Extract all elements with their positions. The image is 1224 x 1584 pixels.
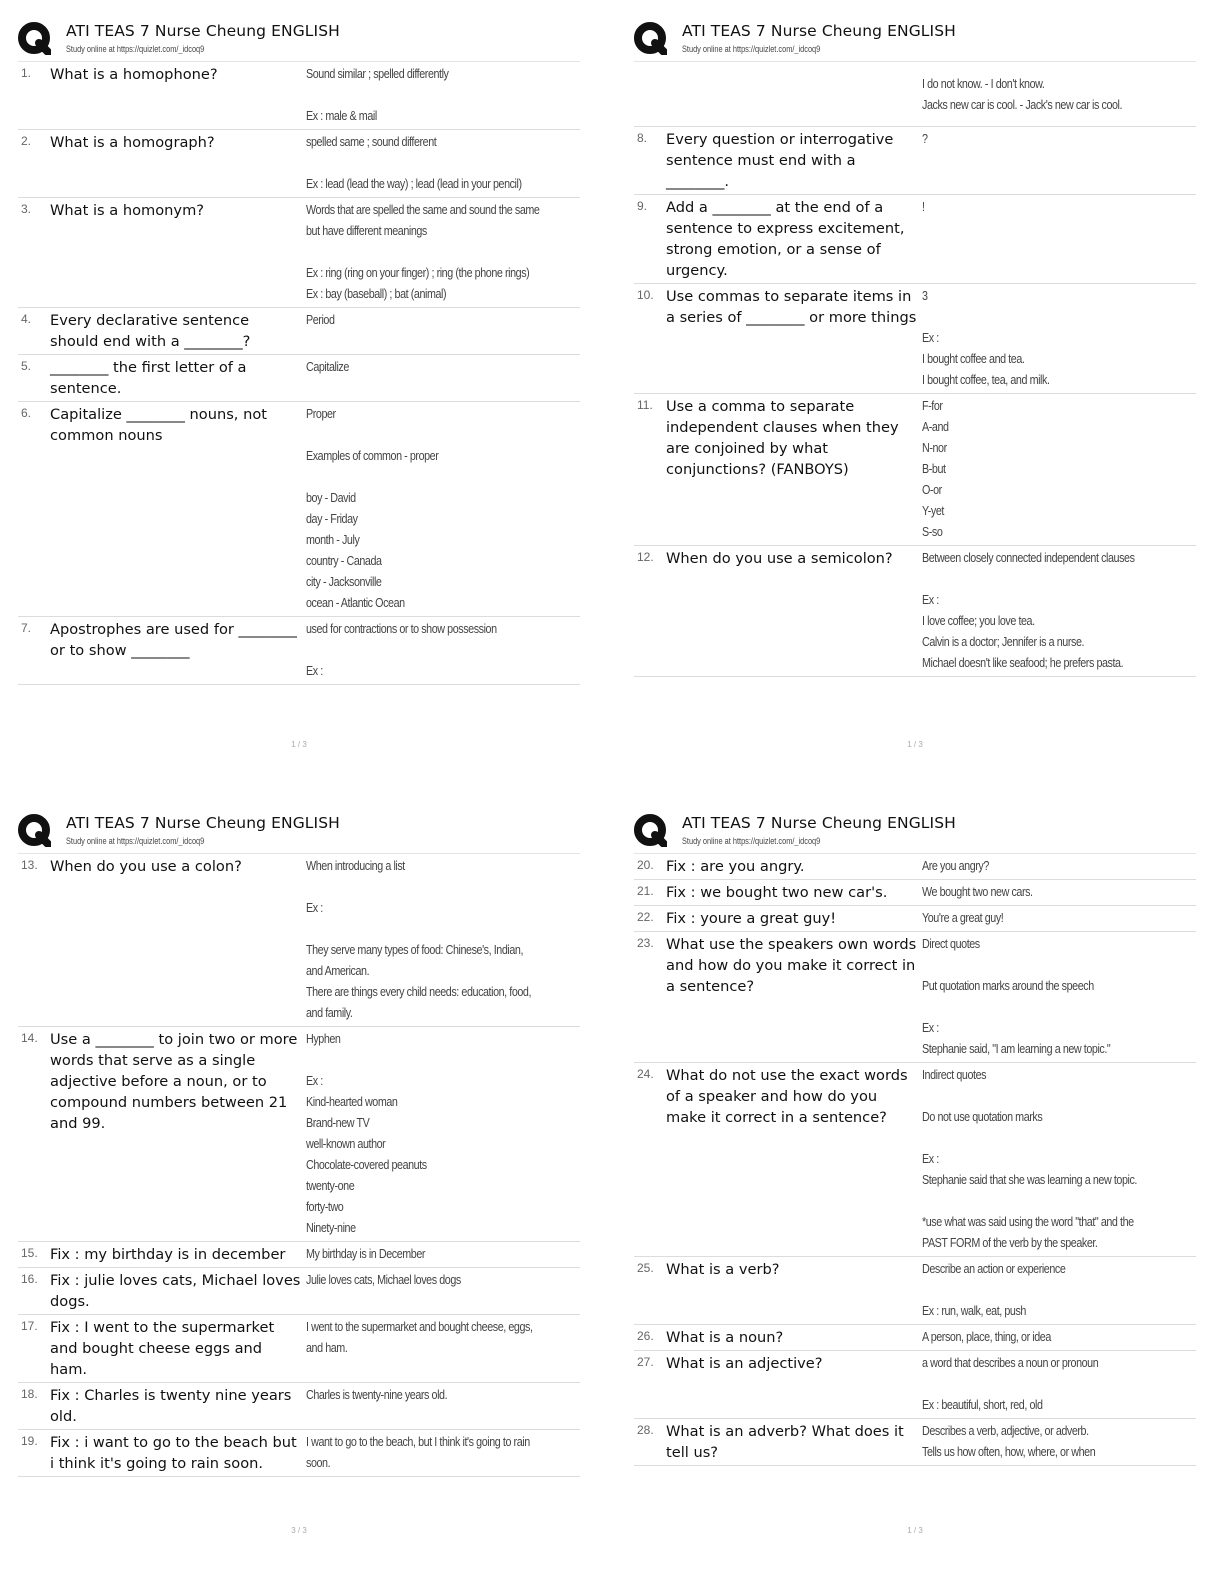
card-definition: used for contractions or to show possession Ex : [306,622,497,678]
page-number: 1 / 3 [907,1526,923,1535]
page-number: 1 / 3 [907,740,923,749]
card-definition: Between closely connected independent clauses Ex : I love coffee; you love tea. Calvin is a doctor; Jennifer is a nurse. Michael doesn't like seafood; he prefers pasta. [922,551,1135,670]
card-definition: ? [922,132,928,146]
card-number: 17. [21,1319,38,1333]
card-number: 15. [21,1246,38,1260]
card-term: Capitalize ________ nouns, not common nouns [50,406,267,444]
card-number: 28. [637,1423,654,1437]
card-definition: A person, place, thing, or idea [922,1330,1051,1344]
header-divider [634,853,1196,854]
card-definition: I want to go to the beach, but I think it's going to rain soon. [306,1435,530,1470]
card-number: 1. [21,66,32,80]
flashcard-row [634,906,1196,932]
card-term: Fix : I went to the supermarket and bought cheese eggs and ham. [50,1319,275,1378]
card-term: What use the speakers own words and how do you make it correct in a sentence? [666,936,917,995]
card-definition: When introducing a list Ex : They serve many types of food: Chinese's, Indian, and American. There are things every child needs: education, food, and family. [306,859,532,1020]
card-term: Fix : julie loves cats, Michael loves dogs. [50,1272,301,1310]
card-definition: I went to the supermarket and bought cheese, eggs, and ham. [306,1320,533,1355]
card-term: Fix : my birthday is in december [50,1246,286,1263]
card-definition: Are you angry? [922,859,989,873]
card-definition: spelled same ; sound different Ex : lead (lead the way) ; lead (lead in your pencil) [306,135,522,191]
card-number: 2. [21,134,32,148]
card-definition: F-for A-and N-nor B-but O-or Y-yet S-so [922,399,949,539]
card-number: 13. [21,858,38,872]
card-term: Every declarative sentence should end with a ________? [50,312,251,350]
card-term: Use a comma to separate independent clauses when they are conjoined by what conjunctions? (FANBOYS) [666,398,899,478]
card-term: Fix : are you angry. [666,858,805,875]
quizlet-logo-icon [634,814,667,847]
card-definition: My birthday is in December [306,1247,426,1261]
flashcard-row [634,546,1196,677]
card-number: 18. [21,1387,38,1401]
page-header [634,810,1196,854]
card-term: Fix : youre a great guy! [666,910,837,927]
card-term: What is a noun? [666,1329,784,1346]
study-link[interactable]: Study online at https://quizlet.com/_idcoq9 [682,836,821,846]
card-number: 25. [637,1261,654,1275]
card-term: What is a homograph? [50,134,215,151]
page-1 [18,18,580,749]
flashcard-row [634,1325,1196,1351]
card-number: 5. [21,359,32,373]
card-definition: Julie loves cats, Michael loves dogs [306,1273,461,1287]
study-link[interactable]: Study online at https://quizlet.com/_idcoq9 [682,44,821,54]
flashcard-row [18,1242,580,1268]
card-definition: Capitalize [306,360,349,374]
card-definition: Sound similar ; spelled differently Ex : male & mail [306,67,449,123]
card-term: Add a ________ at the end of a sentence to express excitement, strong emotion, or a sense of urgency. [666,199,905,279]
card-term: What is an adverb? What does it tell us? [666,1423,904,1461]
flashcard-row [18,1268,580,1315]
flashcard-row [634,284,1196,394]
flashcard-row [634,195,1196,284]
card-term: When do you use a colon? [50,858,242,875]
card-number: 20. [637,858,654,872]
quizlet-logo-icon [18,814,51,847]
card-definition: We bought two new cars. [922,885,1033,899]
quizlet-logo-icon [634,22,667,55]
card-term: What is a verb? [666,1261,780,1278]
page-2 [634,18,1196,749]
flashcard-row [634,127,1196,195]
header-divider [18,853,580,854]
card-number: 3. [21,202,32,216]
page-number: 1 / 3 [291,740,307,749]
card-term: Fix : Charles is twenty nine years old. [50,1387,292,1425]
flashcard-row [634,394,1196,546]
study-link[interactable]: Study online at https://quizlet.com/_idcoq9 [66,836,205,846]
flashcard-row [634,880,1196,906]
card-number: 22. [637,910,654,924]
page-4 [634,810,1196,1535]
card-number: 8. [637,131,648,145]
card-number: 19. [21,1434,38,1448]
card-number: 10. [637,288,654,302]
card-number: 9. [637,199,648,213]
card-term: Fix : we bought two new car's. [666,884,888,901]
flashcard-row [18,355,580,402]
card-term: Fix : i want to go to the beach but i think it's going to rain soon. [50,1434,297,1472]
page-number: 3 / 3 [291,1526,307,1535]
card-term: Use a ________ to join two or more words that serve as a single adjective before a noun, or to compound numbers between 21 and 99. [50,1031,298,1132]
flashcard-row [18,1383,580,1430]
document-title: ATI TEAS 7 Nurse Cheung ENGLISH [682,22,956,40]
flashcard-row [18,1315,580,1383]
document-title: ATI TEAS 7 Nurse Cheung ENGLISH [682,814,956,832]
card-number: 24. [637,1067,654,1081]
card-definition: You're a great guy! [922,911,1004,925]
flashcard-row [634,932,1196,1063]
card-number: 26. [637,1329,654,1343]
document-title: ATI TEAS 7 Nurse Cheung ENGLISH [66,814,340,832]
flashcard-row [634,1351,1196,1419]
card-definition: Words that are spelled the same and sound the same but have different meanings Ex : ring (ring on your finger) ; ring (the phone rings) Ex : bay (baseball) ; bat (animal) [306,203,540,301]
card-number: 12. [637,550,654,564]
card-number: 27. [637,1355,654,1369]
flashcard-row [634,854,1196,880]
flashcard-row [634,1419,1196,1466]
card-term: What is an adjective? [666,1355,823,1372]
card-definition: Period [306,313,335,327]
flashcard-row [634,1063,1196,1257]
card-number: 6. [21,406,32,420]
card-definition: Charles is twenty-nine years old. [306,1388,448,1402]
flashcard-row [18,617,580,685]
page-3 [18,810,580,1535]
document-title: ATI TEAS 7 Nurse Cheung ENGLISH [66,22,340,40]
continued-definition: I do not know. - I don't know. Jacks new car is cool. - Jack's new car is cool. [634,62,1196,127]
card-number: 4. [21,312,32,326]
study-link[interactable]: Study online at https://quizlet.com/_idcoq9 [66,44,205,54]
card-term: Every question or interrogative sentence must end with a ________. [666,131,894,190]
card-number: 11. [637,398,653,412]
card-number: 16. [21,1272,38,1286]
card-definition: Describes a verb, adjective, or adverb. Tells us how often, how, where, or when [922,1424,1096,1459]
card-term: Use commas to separate items in a series of ________ or more things [666,288,917,326]
quizlet-logo-icon [18,22,51,55]
flashcard-row [18,308,580,355]
flashcard-row [18,62,580,130]
card-term: What do not use the exact words of a speaker and how do you make it correct in a sentence? [666,1067,908,1126]
card-definition: ! [922,200,925,214]
flashcard-row [18,854,580,1027]
page-header [634,18,1196,62]
card-definition: a word that describes a noun or pronoun Ex : beautiful, short, red, old [922,1356,1099,1412]
flashcard-row [18,198,580,308]
flashcard-row [18,1027,580,1242]
card-definition: 3 Ex : I bought coffee and tea. I bought coffee, tea, and milk. [922,289,1050,387]
card-definition: Indirect quotes Do not use quotation marks Ex : Stephanie said that she was learning a new topic. *use what was said using the word "that" and the PAST FORM of the verb by the speaker. [922,1068,1137,1250]
card-definition: Proper Examples of common - proper boy - David day - Friday month - July country - Canada city - Jacksonville ocean - Atlantic Ocean [306,407,439,610]
page-header [18,18,580,62]
header-divider [18,61,580,62]
page-header [18,810,580,854]
card-definition: Hyphen Ex : Kind-hearted woman Brand-new TV well-known author Chocolate-covered peanuts twenty-one forty-two Ninety-nine [306,1032,427,1235]
card-term: Apostrophes are used for ________ or to show ________ [50,621,297,659]
card-term: ________ the first letter of a sentence. [50,359,247,397]
card-term: What is a homophone? [50,66,218,83]
header-divider [634,61,1196,62]
card-number: 7. [21,621,32,635]
card-definition: Describe an action or experience Ex : run, walk, eat, push [922,1262,1066,1318]
flashcard-row [18,1430,580,1477]
card-definition: Direct quotes Put quotation marks around the speech Ex : Stephanie said, "I am learning a new topic." [922,937,1111,1056]
card-number: 23. [637,936,654,950]
card-term: What is a homonym? [50,202,205,219]
flashcard-row [18,130,580,198]
card-term: When do you use a semicolon? [666,550,893,567]
card-number: 21. [637,884,654,898]
card-number: 14. [21,1031,38,1045]
flashcard-row [18,402,580,617]
flashcard-row [634,1257,1196,1325]
